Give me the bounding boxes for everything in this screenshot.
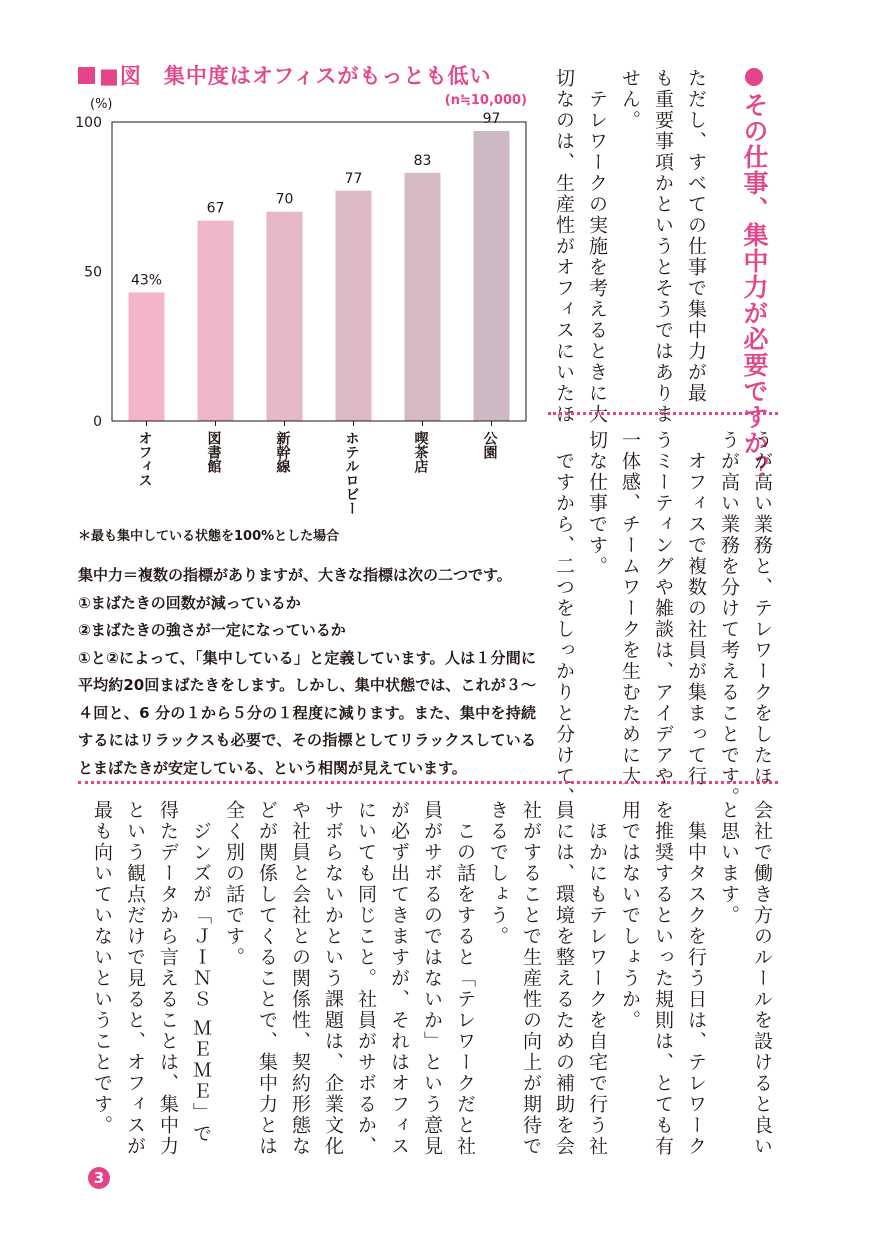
explanation-line-3: ②まばたきの強さが一定になっているか	[78, 621, 346, 639]
bar-value-label: 97	[482, 110, 501, 127]
text-line: 集中タスクを行う日は、テレワーク	[685, 800, 707, 1157]
bar	[474, 131, 510, 421]
figure-label: ■図	[99, 64, 142, 88]
bar	[198, 221, 234, 421]
text-line: 切なのは、生産性がオフィスにいたほ	[553, 68, 575, 425]
y-tick-label: 50	[84, 264, 102, 281]
x-category-label: 新幹線	[274, 431, 291, 473]
bar	[129, 292, 165, 421]
text-line: 得たデータから言えることは、集中力	[157, 800, 179, 1157]
text-line: サボらないかという課題は、企業文化	[322, 800, 344, 1157]
y-unit-label: (%)	[90, 97, 113, 112]
text-line: も重要事項かというとそうではありま	[652, 68, 674, 425]
text-line: 会社で働き方のルールを設けると良い	[751, 800, 773, 1157]
text-line: 全く別の話です。	[223, 800, 245, 968]
bar	[336, 191, 372, 421]
y-tick-label: 100	[75, 115, 102, 131]
bar-value-label: 70	[275, 191, 294, 208]
bar-chart	[0, 0, 560, 520]
bar	[267, 212, 303, 421]
y-axis	[75, 115, 102, 430]
explanation-line-2: ①まばたきの回数が減っているか	[78, 593, 301, 612]
text-line: オフィスで複数の社員が集まって行	[685, 430, 707, 787]
bars	[129, 111, 510, 421]
explanation-box	[78, 562, 536, 782]
text-line: ジンズが「ＪＩＮＳ ＭＥＭＥ」で	[190, 800, 212, 1145]
middle-article-text	[547, 430, 778, 808]
text-line: が必ず出てきますが、それはオフィス	[388, 800, 410, 1157]
text-line: この話をすると「テレワークだと社	[454, 800, 476, 1157]
x-axis-labels	[137, 421, 498, 515]
figure-title-text: 集中度はオフィスがもっとも低い	[163, 64, 492, 88]
text-line: ほかにもテレワークを自宅で行う社	[586, 800, 608, 1157]
heading-bullet-icon	[745, 68, 763, 86]
text-line: ですから、二つをしっかりと分けて、	[553, 430, 575, 808]
explanation-line-4: ①と②によって、「集中している」と定義しています。人は１分間に平均約20回まばたきをします。しかし、集中状態では、これが３～４回と、6 分の１から５分の１程度に減ります。また、集中を持続するにはリラックスも必要で、その指標としてリラックスしているとまばたきが安定している、という相関が見えています。	[78, 648, 536, 777]
section-heading	[736, 68, 772, 482]
text-line: や社員と会社との関係性、契約形態な	[289, 800, 311, 1157]
text-line: 一体感、チームワークを生むために大	[619, 430, 641, 787]
text-line: テレワークの実施を考えるときに大	[586, 68, 608, 425]
page-number: 3	[88, 1167, 110, 1189]
sample-size-label: (n≒10,000)	[444, 93, 527, 108]
x-category-label: 公園	[481, 431, 498, 459]
explanation-line-1: 集中力＝複数の指標がありますが、大きな指標は次の二つです。	[78, 566, 512, 584]
text-line: という観点だけで見ると、オフィスが	[124, 800, 146, 1157]
lower-dotted-divider	[78, 781, 778, 784]
bar-value-label: 83	[413, 152, 432, 169]
text-line: と思います。	[718, 800, 740, 926]
bar	[405, 173, 441, 421]
text-line: うが高い業務を分けて考えることです。	[718, 430, 740, 808]
text-line: うミーティングや雑談は、アイデアや	[652, 430, 674, 787]
figure-note: ＊最も集中している状態を100%とした場合	[78, 529, 340, 544]
upper-right-article-text	[547, 68, 712, 425]
text-line: 社がすることで生産性の向上が期待で	[520, 800, 542, 1157]
text-line: 員がサボるのではないか」という意見	[421, 800, 443, 1157]
text-line: ただし、すべての仕事で集中力が最	[685, 68, 707, 404]
text-line: きるでしょう。	[487, 800, 509, 947]
text-line: にいても同じこと。社員がサボるか、	[355, 800, 377, 1157]
text-line: 員には、環境を整えるための補助を会	[553, 800, 575, 1157]
text-line: どが関係してくることで、集中力とは	[256, 800, 278, 1157]
text-line: せん。	[619, 68, 641, 131]
upper-dotted-divider	[548, 412, 778, 415]
bar-value-label: 43%	[130, 272, 163, 289]
x-category-label: ホテルロビー	[343, 431, 360, 515]
lower-article-text	[85, 800, 778, 1157]
bar-value-label: 77	[344, 170, 363, 187]
text-line: を推奨するといった規則は、とても有	[652, 800, 674, 1157]
text-line: 用ではないでしょうか。	[619, 800, 641, 1031]
plot-frame	[112, 122, 526, 421]
x-category-label: オフィス	[136, 431, 153, 487]
y-tick-label: 0	[93, 414, 102, 430]
x-category-label: 喫茶店	[412, 431, 429, 473]
text-line: 最も向いていないということです。	[91, 800, 113, 1136]
x-category-label: 図書館	[205, 431, 222, 473]
bar-value-label: 67	[206, 200, 225, 217]
text-line: うが高い業務と、テレワークをしたほ	[751, 430, 773, 787]
text-line: 切な仕事です。	[586, 430, 608, 577]
heading-text: その仕事、集中力が必要ですか？	[740, 92, 769, 482]
